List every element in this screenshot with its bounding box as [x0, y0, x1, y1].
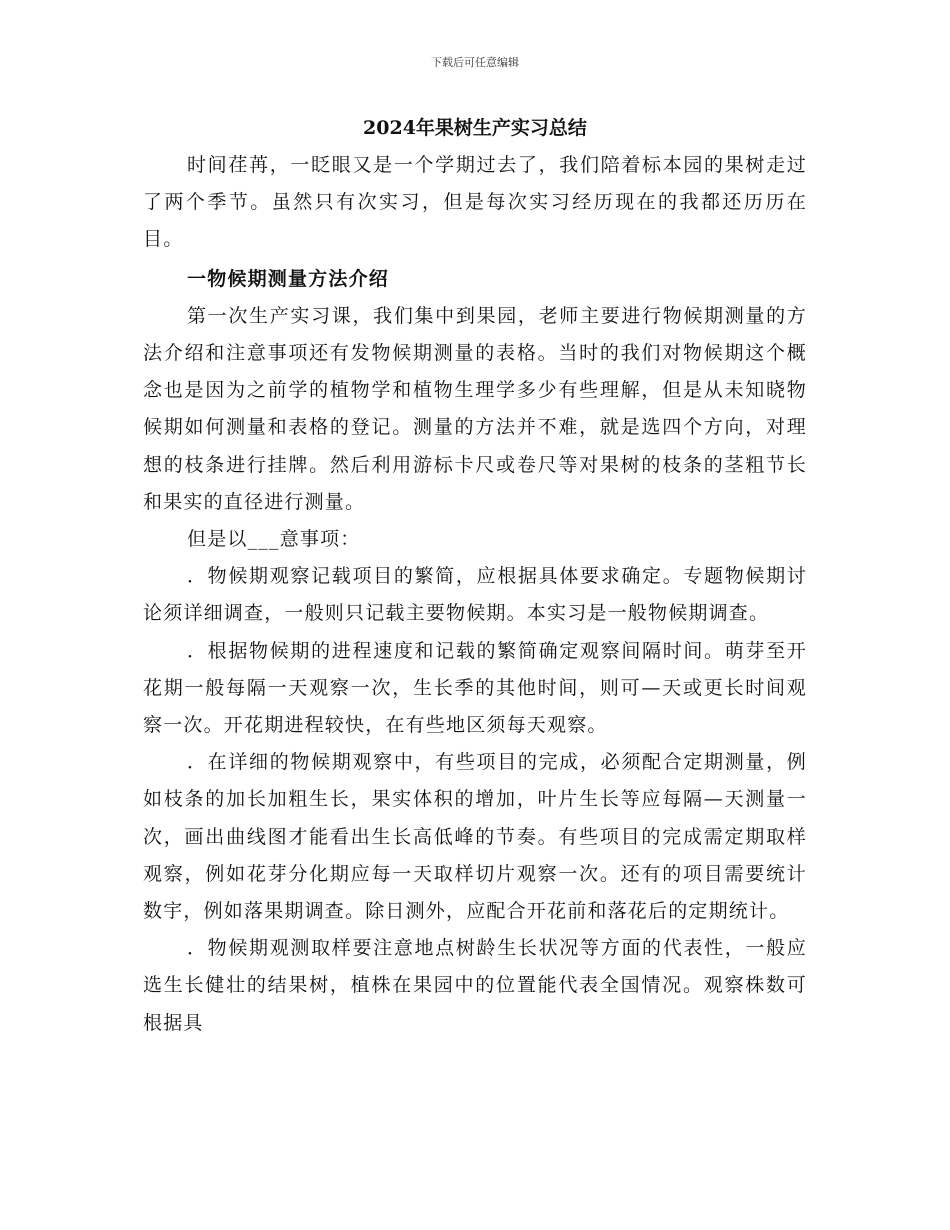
document-title: 2024年果树生产实习总结 [363, 117, 587, 139]
paragraph-notes-intro: 但是以___意事项： [187, 528, 361, 551]
paragraph-note-3: ．在详细的物候期观察中，有些项目的完成，必须配合定期测量，例如枝条的加长加粗生长，果实体积的增加，叶片生长等应每隔—天测量一次，画出曲线图才能看出生长高低峰的节奏。有些项目的完成需定期取样观察，例如花芽分化期应每一天取样切片观察一次。还有的项目需要统计数宇，例如落果期调查。除日测外，应配合开花前和落花后的定期统计。 [143, 751, 807, 923]
paragraph-note-1: ．物候期观察记载项目的繁简，应根据具体要求确定。专题物候期讨论须详细调查，一般则只记载主要物候期。本实习是一般物候期调查。 [143, 565, 807, 625]
paragraph-intro: 时间荏苒，一眨眼又是一个学期过去了，我们陪着标本园的果树走过了两个季节。虽然只有次实习，但是每次实习经历现在的我都还历历在目。 [143, 154, 807, 251]
section-heading: 一物候期测量方法介绍 [187, 267, 390, 290]
page-header: 下载后可任意编辑 [431, 56, 519, 69]
document-body [143, 112, 807, 1042]
paragraph-note-2: ．根据物候期的进程速度和记载的繁简确定观察间隔时间。萌芽至开花期一般每隔一天观察一次，生长季的其他时间，则可—天或更长时间观察一次。开花期进程较快，在有些地区须每天观察。 [143, 639, 807, 737]
paragraph-note-4: ．物候期观测取样要注意地点树龄生长状况等方面的代表性，一般应选生长健壮的结果树，植株在果园中的位置能代表全国情况。观察株数可根据具 [143, 937, 807, 1034]
paragraph-first-practice: 第一次生产实习课，我们集中到果园，老师主要进行物候期测量的方法介绍和注意事项还有发物候期测量的表格。当时的我们对物候期这个概念也是因为之前学的植物学和植物生理学多少有些理解，但是从未知晓物候期如何测量和表格的登记。测量的方法并不难，就是选四个方向，对理想的枝条进行挂牌。然后利用游标卡尺或卷尺等对果树的枝条的茎粗节长和果实的直径进行测量。 [143, 304, 807, 513]
